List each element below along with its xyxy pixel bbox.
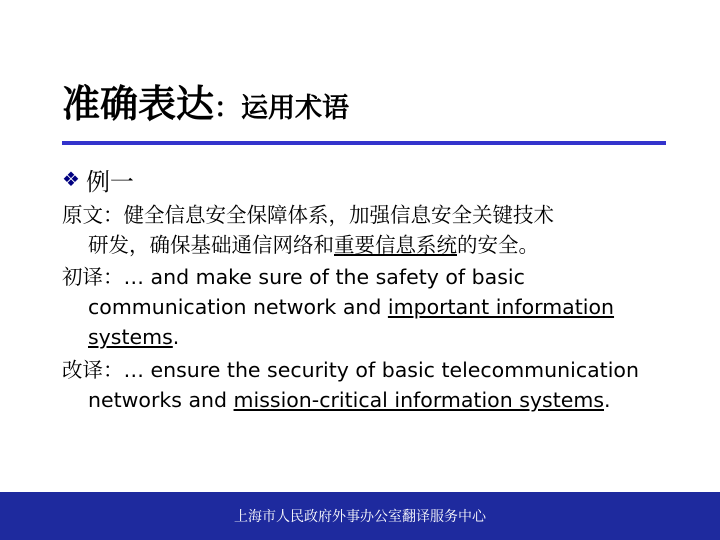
- diamond-bullet-icon: ❖: [62, 167, 80, 191]
- draft-line-3: systems.: [88, 325, 180, 349]
- footer-text: 上海市人民政府外事办公室翻译服务中心: [234, 509, 486, 525]
- bullet-example-heading: [62, 160, 134, 198]
- revision-line-2: networks and mission-critical information systems.: [88, 388, 611, 412]
- revision-term: mission-critical information systems: [233, 388, 604, 412]
- draft-line-1: 初译：… and make sure of the safety of basic: [62, 265, 525, 289]
- draft-label: 初译：: [62, 265, 124, 289]
- slide-title: [62, 78, 349, 135]
- title-main: 准确表达: [62, 82, 215, 126]
- draft-term-part-2: systems: [88, 325, 173, 349]
- revision-label: 改译：: [62, 358, 124, 382]
- draft-line-2: communication network and important information: [88, 295, 615, 319]
- source-label: 原文：: [62, 203, 124, 227]
- title-rule: [62, 141, 666, 145]
- revision-paragraph: [62, 355, 662, 415]
- draft-term-part-1: important information: [387, 295, 615, 319]
- revision-line-1: 改译：… ensure the security of basic telecommunication: [62, 358, 639, 382]
- footer-bar: [0, 492, 720, 540]
- source-line-1: 原文：健全信息安全保障体系，加强信息安全关键技术: [62, 203, 554, 227]
- bullet-label: 例一: [85, 167, 134, 196]
- source-line-2: 研发，确保基础通信网络和重要信息系统的安全。: [88, 233, 539, 257]
- draft-paragraph: [62, 262, 662, 352]
- title-sub: ：运用术语: [214, 93, 350, 124]
- source-paragraph: [62, 200, 662, 260]
- source-term: 重要信息系统: [334, 233, 457, 257]
